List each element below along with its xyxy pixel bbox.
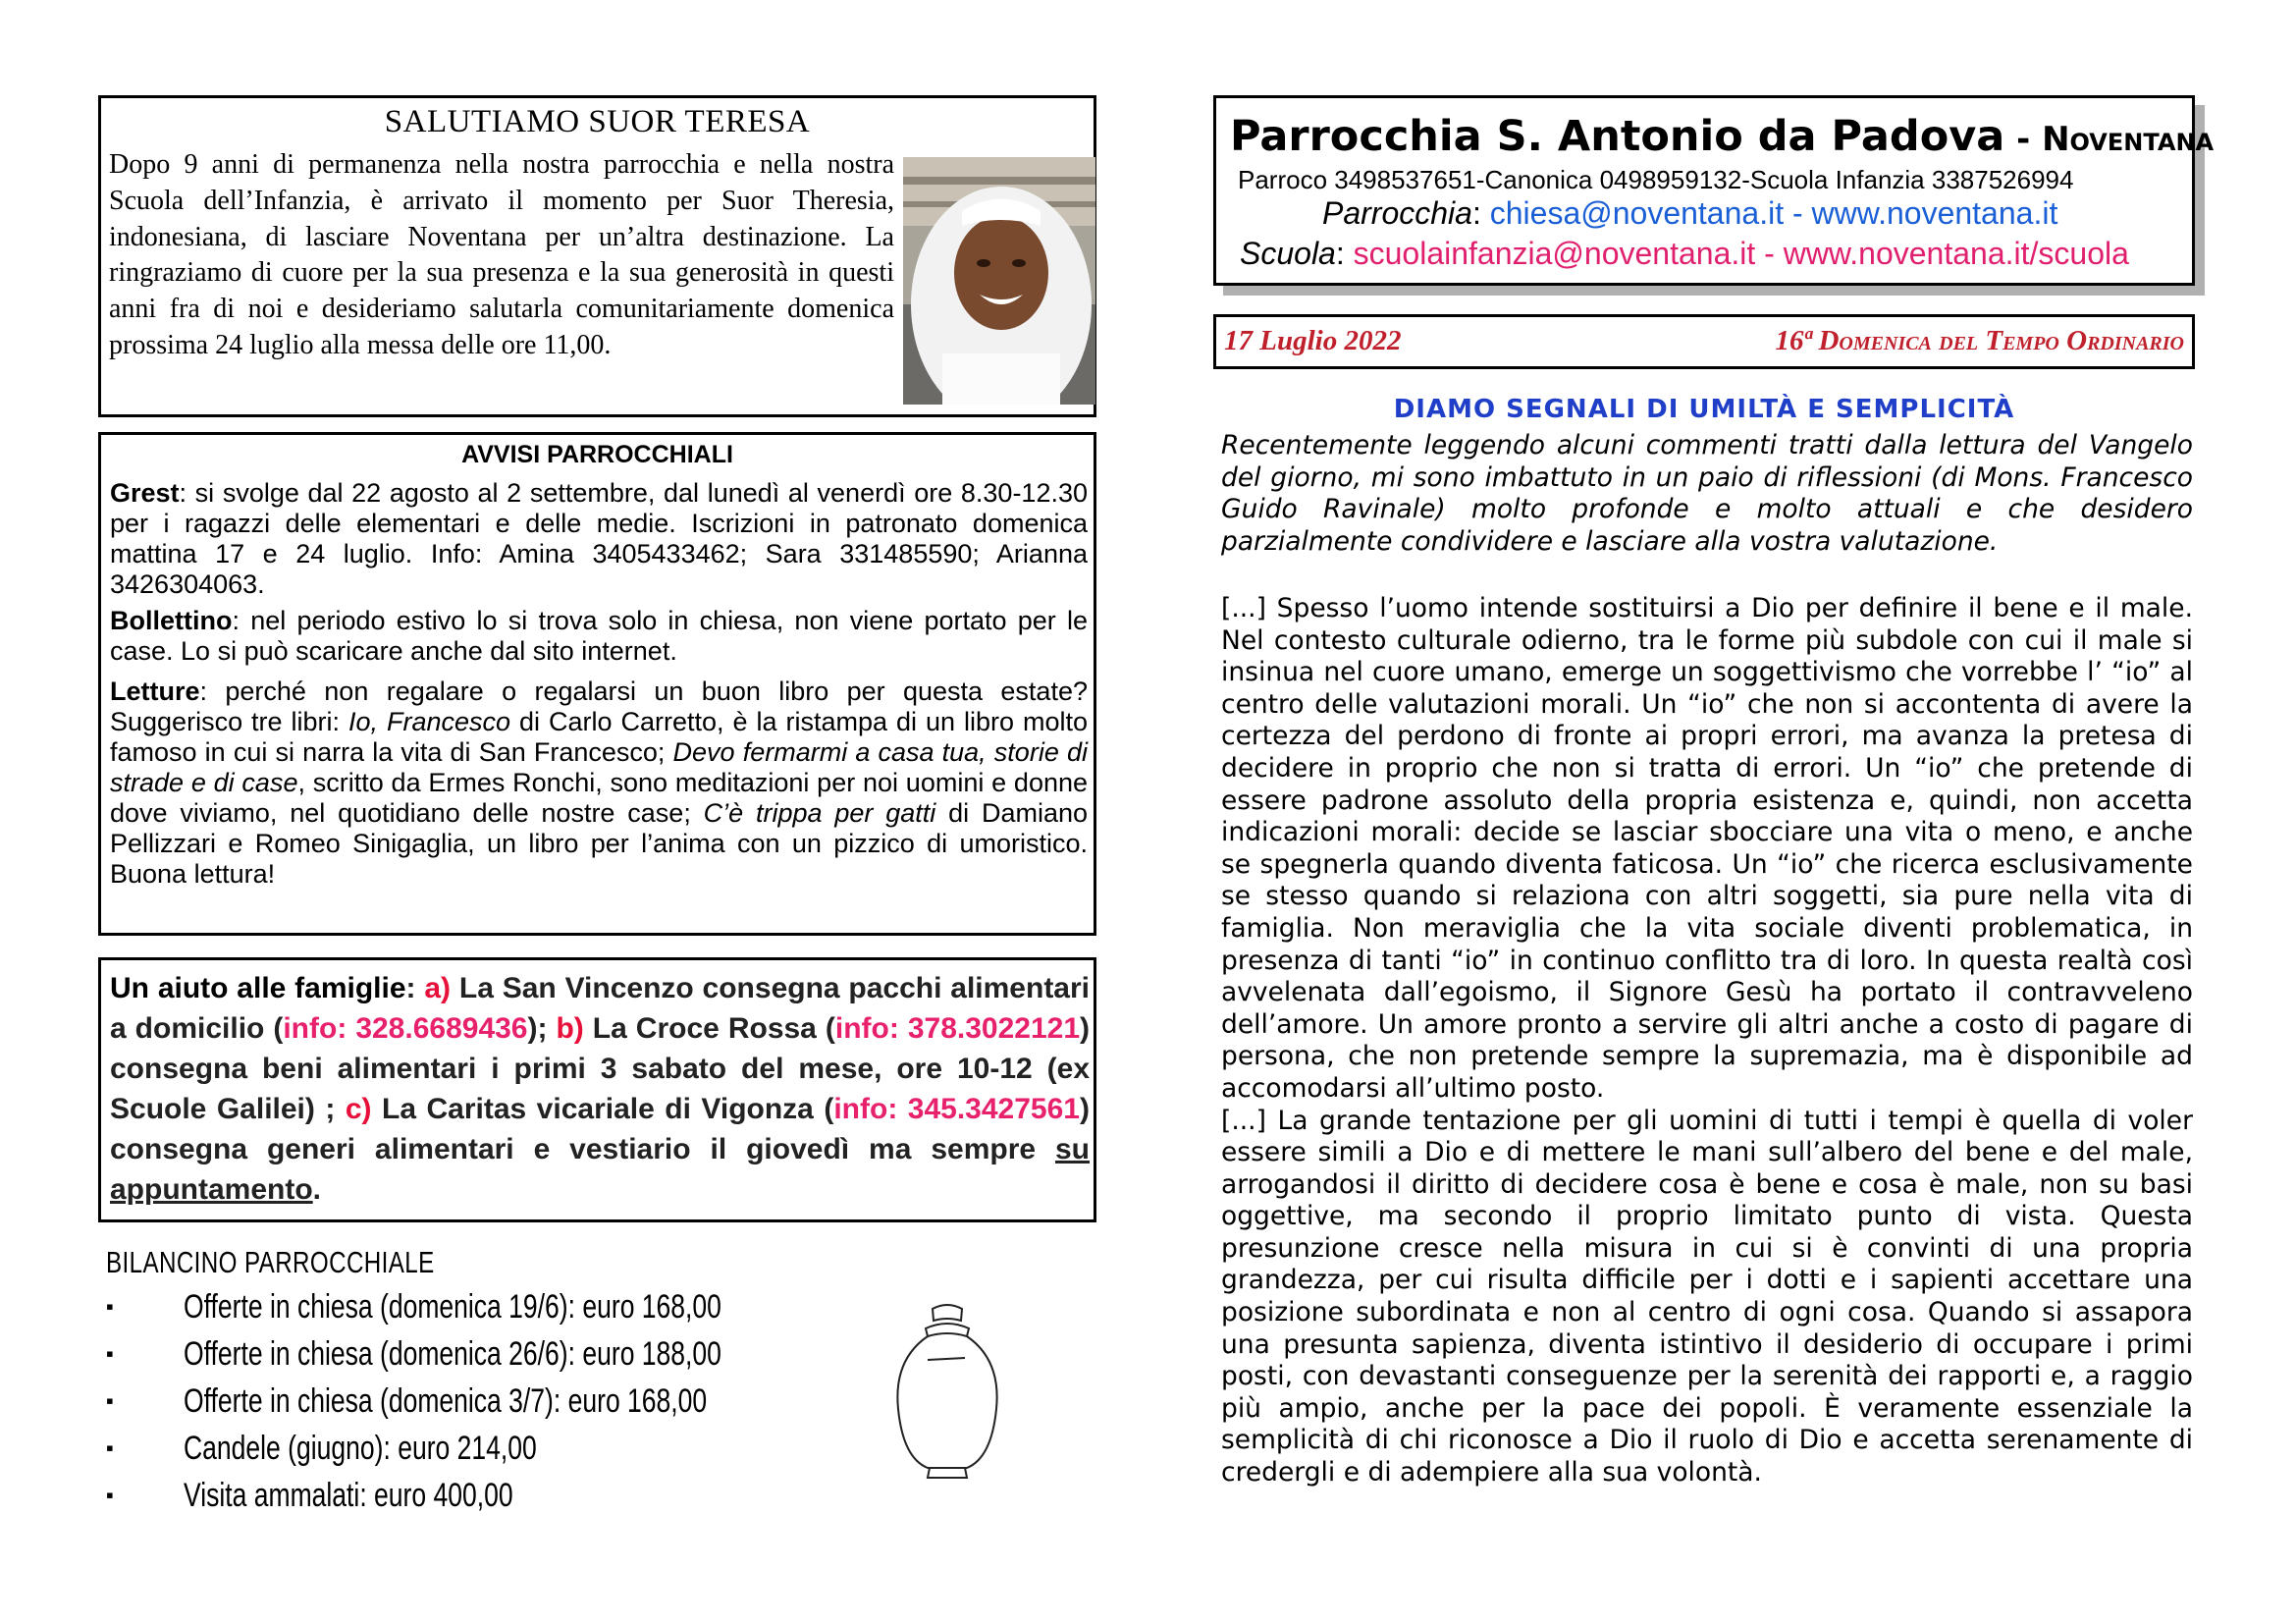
aiuto-a: a) xyxy=(424,972,452,1004)
parish-place: Noventana xyxy=(2042,120,2215,159)
info1-phone: 328.6689436 xyxy=(355,1012,528,1045)
aiuto-label: Un aiuto alle famiglie xyxy=(110,972,406,1004)
liturgical-sunday: 16ª Domenica del Tempo Ordinario xyxy=(1775,325,2184,356)
aiuto-text xyxy=(110,968,1090,1210)
letture-text-3: , scritto da Ermes Ronchi, sono meditazioni per noi uomini e donne dove viviamo, nel quotidiano delle nostre case; xyxy=(110,768,1089,828)
avvisi-bollettino xyxy=(110,606,1088,667)
scuola-colon: : xyxy=(1335,236,1354,271)
book-title-2: Devo fermarmi a casa tua, storie di strade e di case xyxy=(110,737,1088,797)
bilancino-item-label: Visita ammalati: euro 400,00 xyxy=(184,1477,513,1514)
salutiamo-title: SALUTIAMO SUOR TERESA xyxy=(384,104,811,139)
aiuto-b: b) xyxy=(556,1012,584,1045)
parish-phones: Parroco 3498537651-Canonica 0498959132-Scuola Infanzia 3387526994 xyxy=(1238,165,2074,194)
aiuto-b-end: ) consegna beni alimentari i primi 3 sabato del mese, ore 10-12 (ex Scuole Galilei) ; xyxy=(110,1012,1091,1125)
sister-photo xyxy=(903,157,1095,405)
grest-label: Grest xyxy=(110,478,180,508)
letture-text-1: : perché non regalare o regalarsi un buon libro per questa estate? Suggerisco tre libri: xyxy=(110,677,1088,736)
parrocchia-website-link[interactable]: www.noventana.it xyxy=(1811,195,2058,231)
article-paragraph-1: [...] Spesso l’uomo intende sostituirsi a Dio per definire il bene e il male. Nel contesto culturale odierno, tra le forme più subdole con cui il male si insinua nel cuore umano, emerge un soggettivismo che vorrebbe l’ “io” al centro delle valutazioni morali. Un “io” che non si accontenta di avere la certezza del perdono di fronte ai propri errori, ma avanza la pretesa di decidere in proprio che non si tratta di errori. Un “io” che pretende di essere padrone assoluto della propria esistenza e, quindi, non accetta indicazioni morali: decide se lasciar sbocciare una vita o meno, e anche se spegnerla quando diventa faticosa. Un “io” che ricerca esclusivamente se stesso quando si relaziona con altri soggetti, sia pure nella vita di famiglia. Non meraviglia che la vita sociale diventi problematica, in presenza di tanti “io” in continuo conflitto tra di loro. In questa realtà così avvelenata dall’egoismo, il Signore Gesù ha portato il contravveleno dell’amore. Un amore pronto a servire gli altri anche a costo di pagare di persona, che non pretende sempre la supremazia, ma è disponibile ad accomodarsi all’ultimo posto. xyxy=(1221,593,2193,1104)
letture-text-2: di Carlo Carretto, è la ristampa di un libro molto famoso in cui si narra la vita di San Francesco; xyxy=(110,707,1088,767)
school-contacts xyxy=(1240,236,2129,272)
avvisi-letture xyxy=(110,677,1088,890)
parrocchia-label: Parrocchia xyxy=(1322,195,1472,231)
bullet-icon: ▪ xyxy=(106,1341,114,1366)
article-paragraph-2: [...] La grande tentazione per gli uomini di tutti i tempi è quella di voler essere simili a Dio e di mettere le mani sull’albero del bene e del male, arrogandosi il diritto di decidere cosa è bene e cosa è male, non su basi oggettive, ma secondo il proprio limitato punto di vista. Questa presunzione cresce nella misura in cui si è convinti di una propria grandezza, per cui risulta difficile per i dotti e i sapienti accettare una posizione subordinata e non al centro di ogni cosa. Quando si assapora una presunta sapienza, diventa istintivo il desiderio di occupare i primi posti, con devastanti conseguenze per la serenità dei rapporti e, a raggio più ampio, anche per la pace dei popoli. È veramente essenziale la semplicità di chi riconosce a Dio il ruolo di Dio e accetta serenamente di credergli e di adempiere alla sua volontà. xyxy=(1221,1105,2193,1489)
parish-name: Parrocchia S. Antonio da Padova xyxy=(1230,112,2005,161)
info3-phone: 345.3427561 xyxy=(907,1093,1080,1125)
avvisi-grest xyxy=(110,478,1088,600)
parrocchia-colon: : xyxy=(1471,195,1490,231)
scuola-label: Scuola xyxy=(1240,236,1336,271)
aiuto-a-text: La San Vincenzo consegna pacchi alimentari a domicilio ( xyxy=(110,972,1091,1045)
salutiamo-box xyxy=(98,95,1096,417)
letture-label: Letture xyxy=(110,677,200,706)
aiuto-colon: : xyxy=(405,972,425,1004)
bullet-icon: ▪ xyxy=(106,1388,114,1413)
scuola-email-link[interactable]: scuolainfanzia@noventana.it xyxy=(1353,236,1756,271)
bollettino-text: : nel periodo estivo lo si trova solo in chiesa, non viene portato per le case. Lo si può scaricare anche dal sito internet. xyxy=(110,606,1088,666)
aiuto-appointment: su appuntamento xyxy=(110,1133,1090,1206)
bullet-icon: ▪ xyxy=(106,1483,114,1507)
bilancino-item-label: Offerte in chiesa (domenica 19/6): euro 168,00 xyxy=(184,1288,721,1326)
bilancino-section xyxy=(106,1245,721,1514)
parish-header xyxy=(1213,95,2215,286)
info2-phone: 378.3022121 xyxy=(907,1012,1081,1045)
aiuto-final: . xyxy=(312,1173,322,1206)
aiuto-a-end: ); xyxy=(527,1012,557,1045)
salutiamo-text: Dopo 9 anni di permanenza nella nostra parrocchia e nella nostra Scuola dell’Infanzia, è arrivato il momento per Suor Theresia, indonesiana, di lasciare Noventana per un’altra destinazione. La ringraziamo di cuore per la sua presenza e la sua generosità in questi anni fra di noi e desideriamo salutarla comunitariamente domenica prossima 24 luglio alla messa delle ore 11,00. xyxy=(109,149,894,360)
parish-contacts xyxy=(1322,195,2057,232)
aiuto-c-end: ) consegna generi alimentari e vestiario il giovedì ma sempre xyxy=(110,1093,1090,1165)
bilancino-item-label: Candele (giugno): euro 214,00 xyxy=(184,1430,537,1467)
parrocchia-email-link[interactable]: chiesa@noventana.it xyxy=(1489,195,1785,231)
bollettino-label: Bollettino xyxy=(110,606,233,635)
bilancino-item-label: Offerte in chiesa (domenica 26/6): euro 188,00 xyxy=(184,1335,721,1373)
avvisi-title: AVVISI PARROCCHIALI xyxy=(461,441,733,468)
bilancino-title: BILANCINO PARROCCHIALE xyxy=(106,1245,435,1279)
parrocchia-dash: - xyxy=(1784,195,1812,231)
article-title: DIAMO SEGNALI DI UMILTÀ E SEMPLICITÀ xyxy=(1393,395,2015,424)
scuola-website-link[interactable]: www.noventana.it/scuola xyxy=(1783,236,2129,271)
article-intro: Recentemente leggendo alcuni commenti tratti dalla lettura del Vangelo del giorno, mi sono imbattuto in un paio di riflessioni (di Mons. Francesco Guido Ravinale) molto profonde e molto attuali e che desidero parzialmente condividere e lasciare alla vostra valutazione. xyxy=(1221,430,2193,558)
bilancino-item-label: Offerte in chiesa (domenica 3/7): euro 168,00 xyxy=(184,1382,708,1420)
aiuto-b-text: La Croce Rossa ( xyxy=(583,1012,835,1045)
offering-jar-icon xyxy=(888,1301,1006,1480)
avvisi-box xyxy=(98,432,1096,936)
info1-label: info: xyxy=(283,1012,356,1045)
parish-title xyxy=(1230,112,2214,161)
aiuto-c-text: La Caritas vicariale di Vigonza ( xyxy=(371,1093,834,1125)
book-title-3: C’è trippa per gatti xyxy=(703,798,936,828)
issue-date: 17 Luglio 2022 xyxy=(1224,325,1402,356)
date-box xyxy=(1213,314,2195,369)
aiuto-box xyxy=(98,957,1096,1222)
letture-text-4: di Damiano Pellizzari e Romeo Sinigaglia, un libro per l’anima con un pizzico di umoristico. Buona lettura! xyxy=(110,798,1088,889)
scuola-dash: - xyxy=(1755,236,1784,271)
article-body xyxy=(1221,593,2193,1489)
bullet-icon: ▪ xyxy=(106,1435,114,1460)
info3-label: info: xyxy=(833,1093,908,1125)
grest-text: : si svolge dal 22 agosto al 2 settembre, dal lunedì al venerdì ore 8.30-12.30 per i ragazzi delle elementari e delle medie. Iscrizioni in patronato domenica mattina 17 e 24 luglio. Info: Amina 3405433462; Sara 331485590; Arianna 3426304063. xyxy=(110,478,1088,599)
info2-label: info: xyxy=(834,1012,908,1045)
title-separator: - xyxy=(2004,120,2043,159)
bullet-icon: ▪ xyxy=(106,1294,114,1319)
aiuto-c: c) xyxy=(345,1093,372,1125)
book-title-1: Io, Francesco xyxy=(348,707,511,736)
